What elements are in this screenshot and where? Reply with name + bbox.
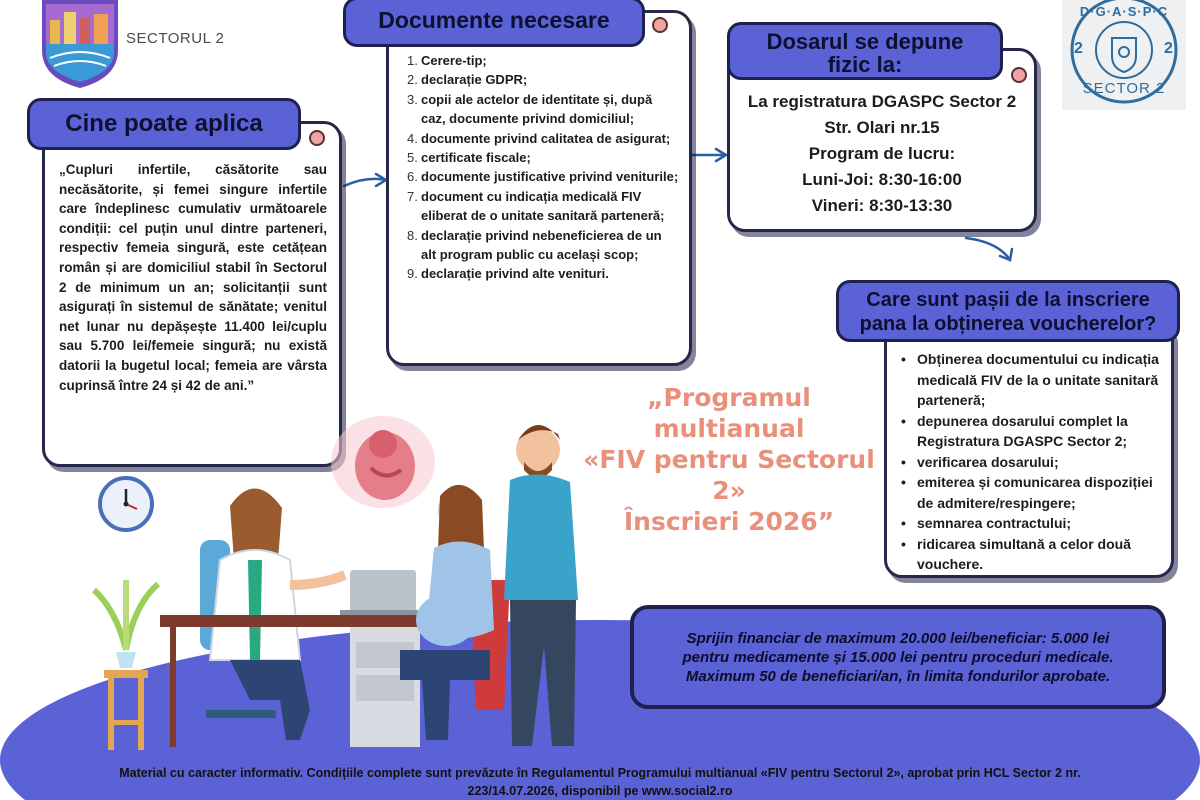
step-item: • Obținerea documentului cu indicația medicală FIV de la o unitate sanitară parteneră; [901, 349, 1167, 411]
deposit-street-line: Str. Olari nr.15 [824, 118, 940, 137]
documents-title-text: Documente necesare [378, 7, 610, 33]
step-item: • semnarea contractului; [901, 513, 1167, 534]
document-item-number: 1. [407, 53, 418, 68]
deposit-schedule-mon-thu: Luni-Joi: 8:30-16:00 [802, 170, 962, 189]
steps-title [836, 280, 1180, 342]
deposit-title [727, 22, 1003, 80]
documents-dot [652, 17, 668, 33]
program-title-line1: „Programul multianual [647, 383, 811, 443]
seal-number-right: 2 [1164, 40, 1173, 57]
document-item-text: documente privind calitatea de asigurat; [421, 130, 671, 146]
document-item-number: 3. [407, 91, 418, 107]
document-item-text: declarație privind alte venituri. [421, 266, 609, 282]
deposit-title-line1: Dosarul se depune [766, 29, 964, 54]
deposit-schedule-fri: Vineri: 8:30-13:30 [811, 196, 953, 215]
document-item-text: documente justificative privind veniturile; [421, 169, 679, 185]
document-item [407, 90, 679, 129]
footer-line1: Material cu caracter informativ. Condițiile complete sunt prevăzute în Regulamentul Programului multianual «FIV pentru Sectorul 2», aprobat prin HCL Sector 2 nr. [119, 766, 1081, 780]
document-item-text: certificate fiscale; [421, 150, 531, 166]
deposit-schedule-label: Program de lucru: [808, 144, 956, 163]
document-item-number: 9. [407, 266, 418, 282]
seal-text-bottom: SECTOR 2 [1082, 80, 1166, 97]
document-item-number: 8. [407, 227, 418, 243]
step-item: • emiterea și comunicarea dispoziției de admitere/respingere; [901, 472, 1167, 513]
steps-title-line2: pana la obținerea voucherelor? [859, 313, 1157, 335]
document-item [407, 148, 679, 167]
eligibility-dot [309, 130, 325, 146]
steps-box [884, 320, 1174, 578]
program-title [570, 382, 888, 537]
document-item-text: copii ale actelor de identitate și, după caz, documente privind domiciliul; [421, 91, 653, 127]
document-item-number: 7. [407, 188, 418, 204]
deposit-dot [1011, 67, 1027, 83]
document-item-number: 5. [407, 150, 418, 166]
document-item [407, 264, 679, 283]
program-title-line3: Înscrieri 2026” [623, 507, 835, 536]
documents-box [386, 10, 692, 366]
step-item: • verificarea dosarului; [901, 452, 1167, 473]
steps-title-line1: Care sunt pașii de la inscriere [866, 289, 1150, 311]
document-item-text: declarație GDPR; [421, 72, 528, 88]
plant-illustration [86, 560, 166, 760]
document-item-text: declarație privind nebeneficierea de un alt program public cu același scop; [421, 227, 662, 263]
clock-icon [97, 475, 155, 533]
consultation-illustration [160, 410, 590, 760]
financing-box [630, 605, 1166, 709]
footer-line2: 223/14.07.2026, disponibil pe www.social2.ro [467, 784, 733, 798]
deposit-title-line2: fizic la: [827, 52, 903, 77]
sector-logo [40, 0, 120, 88]
step-item: • depunerea dosarului complet la Registratura DGASPC Sector 2; [901, 411, 1167, 452]
steps-list [901, 349, 1167, 575]
program-title-line2: «FIV pentru Sectorul 2» [583, 445, 875, 505]
document-item [407, 129, 679, 148]
eligibility-title [27, 98, 301, 150]
coat-of-arms-icon [40, 0, 120, 88]
footer-note [0, 764, 1200, 800]
step-item: • ridicarea simultană a celor două vouchere. [901, 534, 1167, 575]
document-item [407, 70, 679, 89]
document-item [407, 167, 679, 186]
documents-title [343, 0, 645, 47]
document-item-text: document cu indicația medicală FIV eliberat de o unitate sanitară parteneră; [421, 188, 665, 224]
documents-list [407, 51, 679, 284]
dgaspc-seal [1062, 0, 1186, 110]
eligibility-title-text: Cine poate aplica [65, 110, 263, 137]
eligibility-text: „Cupluri infertile, căsătorite sau necăsătorite, și femei singure infertile care îndeplinesc cumulativ următoarele condiții: cel puțin unul dintre parteneri, respectiv femeia singură, este cetățean român și are domiciliul stabil în Sectorul 2 de minimum un an; solicitanții sunt asigurați în sistemul de sănătate; venitul net lunar nu depășește 11.400 lei/cuplu sau 5.700 lei/femeie singură; nu există datorii la bugetul local; femeia are vârsta cuprinsă între 24 și 42 de ani.” [59, 162, 327, 393]
seal-number-left: 2 [1074, 40, 1083, 57]
financing-line2: pentru medicamente și 15.000 lei pentru proceduri medicale. [682, 649, 1114, 666]
seal-text-top: D·G·A·S·P·C [1079, 4, 1169, 19]
sector-label: SECTORUL 2 [126, 30, 225, 47]
document-item-number: 6. [407, 169, 418, 185]
document-item [407, 226, 679, 265]
document-item [407, 187, 679, 226]
document-item-text: Cerere-tip; [421, 53, 487, 68]
financing-line3: Maximum 50 de beneficiari/an, în limita fondurilor aprobate. [685, 668, 1111, 685]
document-item-number: 4. [407, 130, 418, 146]
document-item-number: 2. [407, 72, 418, 88]
financing-line1: Sprijin financiar de maximum 20.000 lei/beneficiar: 5.000 lei [686, 630, 1110, 647]
document-item [407, 51, 679, 70]
deposit-address-line: La registratura DGASPC Sector 2 [747, 92, 1017, 111]
